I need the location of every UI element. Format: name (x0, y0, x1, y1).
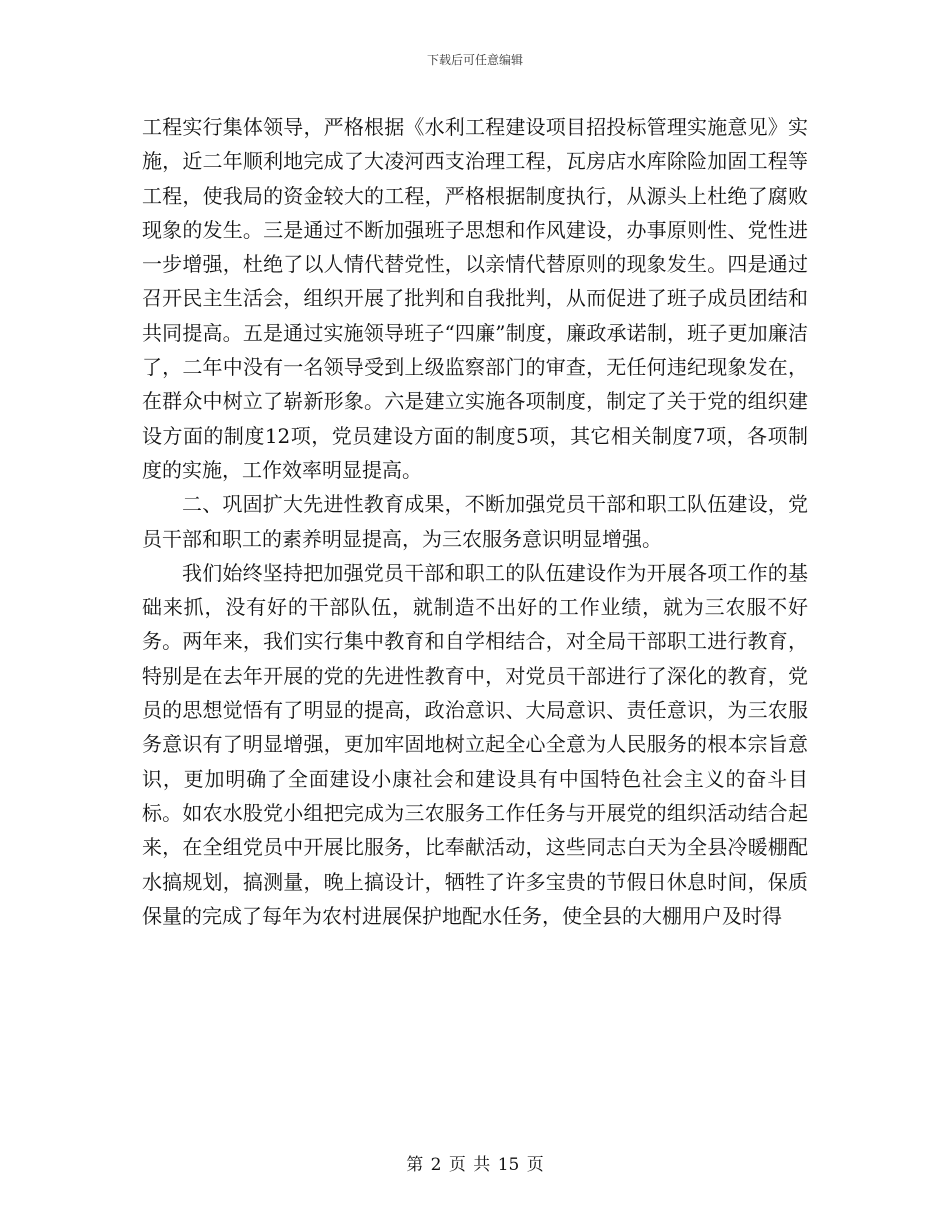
page-number-footer: 第 2 页 共 15 页 (406, 1155, 544, 1175)
paragraph: 工程实行集体领导，严格根据《水利工程建设项目招投标管理实施意见》实施，近二年顺利地完成了大凌河西支治理工程，瓦房店水库除险加固工程等工程，使我局的资金较大的工程，严格根据制度执行，从源头上杜绝了腐败现象的发生。三是通过不断加强班子思想和作风建设，办事原则性、党性进一步增强，杜绝了以人情代替党性，以亲情代替原则的现象发生。四是通过召开民主生活会，组织开展了批判和自我批判，从而促进了班子成员团结和共同提高。五是通过实施领导班子“四廉”制度，廉政承诺制，班子更加廉洁了，二年中没有一名领导受到上级监察部门的审查，无任何违纪现象发在，在群众中树立了崭新形象。六是建立实施各项制度，制定了关于党的组织建设方面的制度12项，党员建设方面的制度5项，其它相关制度7项，各项制度的实施，工作效率明显提高。 (142, 115, 808, 482)
document-body (142, 110, 808, 933)
page-header: 下载后可任意编辑 (426, 53, 523, 67)
paragraph: 我们始终坚持把加强党员干部和职工的队伍建设作为开展各项工作的基础来抓，没有好的干部队伍，就制造不出好的工作业绩，就为三农服不好务。两年来，我们实行集中教育和自学相结合，对全局干部职工进行教育，特别是在去年开展的党的先进性教育中，对党员干部进行了深化的教育，党员的思想觉悟有了明显的提高，政治意识、大局意识、责任意识，为三农服务意识有了明显增强，更加牢固地树立起全心全意为人民服务的根本宗旨意识，更加明确了全面建设小康社会和建设具有中国特色社会主义的奋斗目标。如农水股党小组把完成为三农服务工作任务与开展党的组织活动结合起来，在全组党员中开展比服务，比奉献活动，这些同志白天为全县冷暖棚配水搞规划，搞测量，晚上搞设计，牺牲了许多宝贵的节假日休息时间，保质保量的完成了每年为农村进展保护地配水任务，使全县的大棚用户及时得 (142, 560, 808, 928)
paragraph: 二、巩固扩大先进性教育成果，不断加强党员干部和职工队伍建设，党员干部和职工的素养明显提高，为三农服务意识明显增强。 (142, 492, 808, 551)
